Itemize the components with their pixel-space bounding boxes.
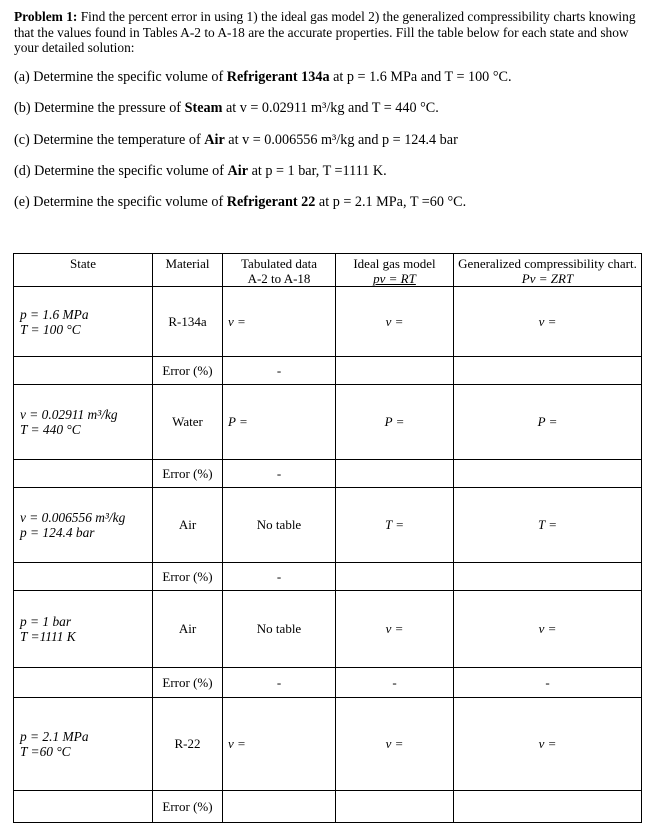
ideal-gas-cell[interactable]: T =: [336, 488, 454, 563]
part-c-subject: Air: [204, 132, 225, 148]
ideal-gas-cell[interactable]: P =: [336, 385, 454, 460]
part-e-subject: Refrigerant 22: [226, 194, 316, 210]
part-c-post: at v = 0.006556 m³/kg and p = 124.4 bar: [224, 132, 458, 148]
error-state-blank: [14, 357, 153, 385]
generalized-cell[interactable]: P =: [454, 385, 642, 460]
error-generalized[interactable]: [454, 791, 642, 823]
error-state-blank: [14, 460, 153, 488]
part-a-pre: (a) Determine the specific volume of: [14, 69, 227, 85]
error-generalized[interactable]: [454, 460, 642, 488]
error-row: [14, 791, 642, 823]
ideal-gas-cell[interactable]: v =: [336, 287, 454, 357]
tabulated-cell[interactable]: v =: [223, 698, 336, 791]
error-generalized[interactable]: [454, 357, 642, 385]
part-e: [14, 194, 466, 211]
material-cell: Air: [153, 488, 223, 563]
error-tabulated: -: [223, 460, 336, 488]
material-cell: Water: [153, 385, 223, 460]
error-ideal-gas[interactable]: [336, 460, 454, 488]
tabulated-cell: No table: [223, 591, 336, 668]
error-generalized[interactable]: -: [454, 668, 642, 698]
table-row: [14, 591, 642, 668]
part-b-subject: Steam: [184, 100, 223, 116]
part-e-pre: (e) Determine the specific volume of: [14, 194, 227, 210]
tabulated-cell: No table: [223, 488, 336, 563]
state-cell: v = 0.006556 m³/kg p = 124.4 bar: [14, 488, 153, 563]
state-cell: v = 0.02911 m³/kg T = 440 °C: [14, 385, 153, 460]
part-d-post: at p = 1 bar, T =1111 K.: [248, 163, 387, 179]
part-b-pre: (b) Determine the pressure of: [14, 100, 185, 116]
error-label: Error (%): [153, 791, 223, 823]
error-state-blank: [14, 563, 153, 591]
problem-label: Problem 1:: [14, 9, 78, 24]
error-row: [14, 668, 642, 698]
header-tabulated: Tabulated data A-2 to A-18: [223, 254, 336, 287]
results-table: [13, 253, 642, 823]
problem-statement: [14, 9, 654, 56]
part-d-pre: (d) Determine the specific volume of: [14, 163, 228, 179]
generalized-cell[interactable]: v =: [454, 591, 642, 668]
state-cell: p = 1.6 MPa T = 100 °C: [14, 287, 153, 357]
tabulated-cell[interactable]: v =: [223, 287, 336, 357]
ideal-gas-cell[interactable]: v =: [336, 591, 454, 668]
material-cell: Air: [153, 591, 223, 668]
table-row: [14, 385, 642, 460]
header-ideal-gas: Ideal gas model pv = RT: [336, 254, 454, 287]
generalized-cell[interactable]: v =: [454, 698, 642, 791]
error-tabulated: -: [223, 668, 336, 698]
error-tabulated: -: [223, 357, 336, 385]
part-a-subject: Refrigerant 134a: [226, 69, 330, 85]
error-ideal-gas[interactable]: [336, 357, 454, 385]
part-c: [14, 132, 458, 149]
state-cell: p = 1 bar T =1111 K: [14, 591, 153, 668]
error-state-blank: [14, 791, 153, 823]
header-material: Material: [153, 254, 223, 287]
error-label: Error (%): [153, 357, 223, 385]
header-row: [14, 254, 642, 287]
error-row: [14, 357, 642, 385]
part-a: [14, 69, 512, 86]
problem-text: Find the percent error in using 1) the ideal gas model 2) the generalized compressibility charts knowing that the values found in Tables A-2 to A-18 are the accurate properties. Fill the table below for each state and show your detailed solution:: [14, 9, 636, 56]
part-d: [14, 163, 387, 180]
state-cell: p = 2.1 MPa T =60 °C: [14, 698, 153, 791]
error-label: Error (%): [153, 460, 223, 488]
table-row: [14, 488, 642, 563]
error-ideal-gas[interactable]: [336, 563, 454, 591]
error-ideal-gas[interactable]: [336, 791, 454, 823]
table-row: [14, 287, 642, 357]
generalized-cell[interactable]: v =: [454, 287, 642, 357]
header-state: State: [14, 254, 153, 287]
tabulated-cell[interactable]: P =: [223, 385, 336, 460]
ideal-gas-cell[interactable]: v =: [336, 698, 454, 791]
part-b-post: at v = 0.02911 m³/kg and T = 440 °C.: [222, 100, 439, 116]
error-tabulated: -: [223, 563, 336, 591]
error-label: Error (%): [153, 668, 223, 698]
material-cell: R-22: [153, 698, 223, 791]
part-e-post: at p = 2.1 MPa, T =60 °C.: [315, 194, 467, 210]
error-row: [14, 460, 642, 488]
error-tabulated: [223, 791, 336, 823]
error-state-blank: [14, 668, 153, 698]
material-cell: R-134a: [153, 287, 223, 357]
table-row: [14, 698, 642, 791]
part-d-subject: Air: [227, 163, 249, 179]
part-a-post: at p = 1.6 MPa and T = 100 °C.: [329, 69, 512, 85]
part-b: [14, 100, 439, 117]
generalized-cell[interactable]: T =: [454, 488, 642, 563]
part-c-pre: (c) Determine the temperature of: [14, 132, 205, 148]
header-generalized: Generalized compressibility chart. Pv = ZRT: [454, 254, 642, 287]
error-ideal-gas[interactable]: -: [336, 668, 454, 698]
error-label: Error (%): [153, 563, 223, 591]
error-generalized[interactable]: [454, 563, 642, 591]
error-row: [14, 563, 642, 591]
